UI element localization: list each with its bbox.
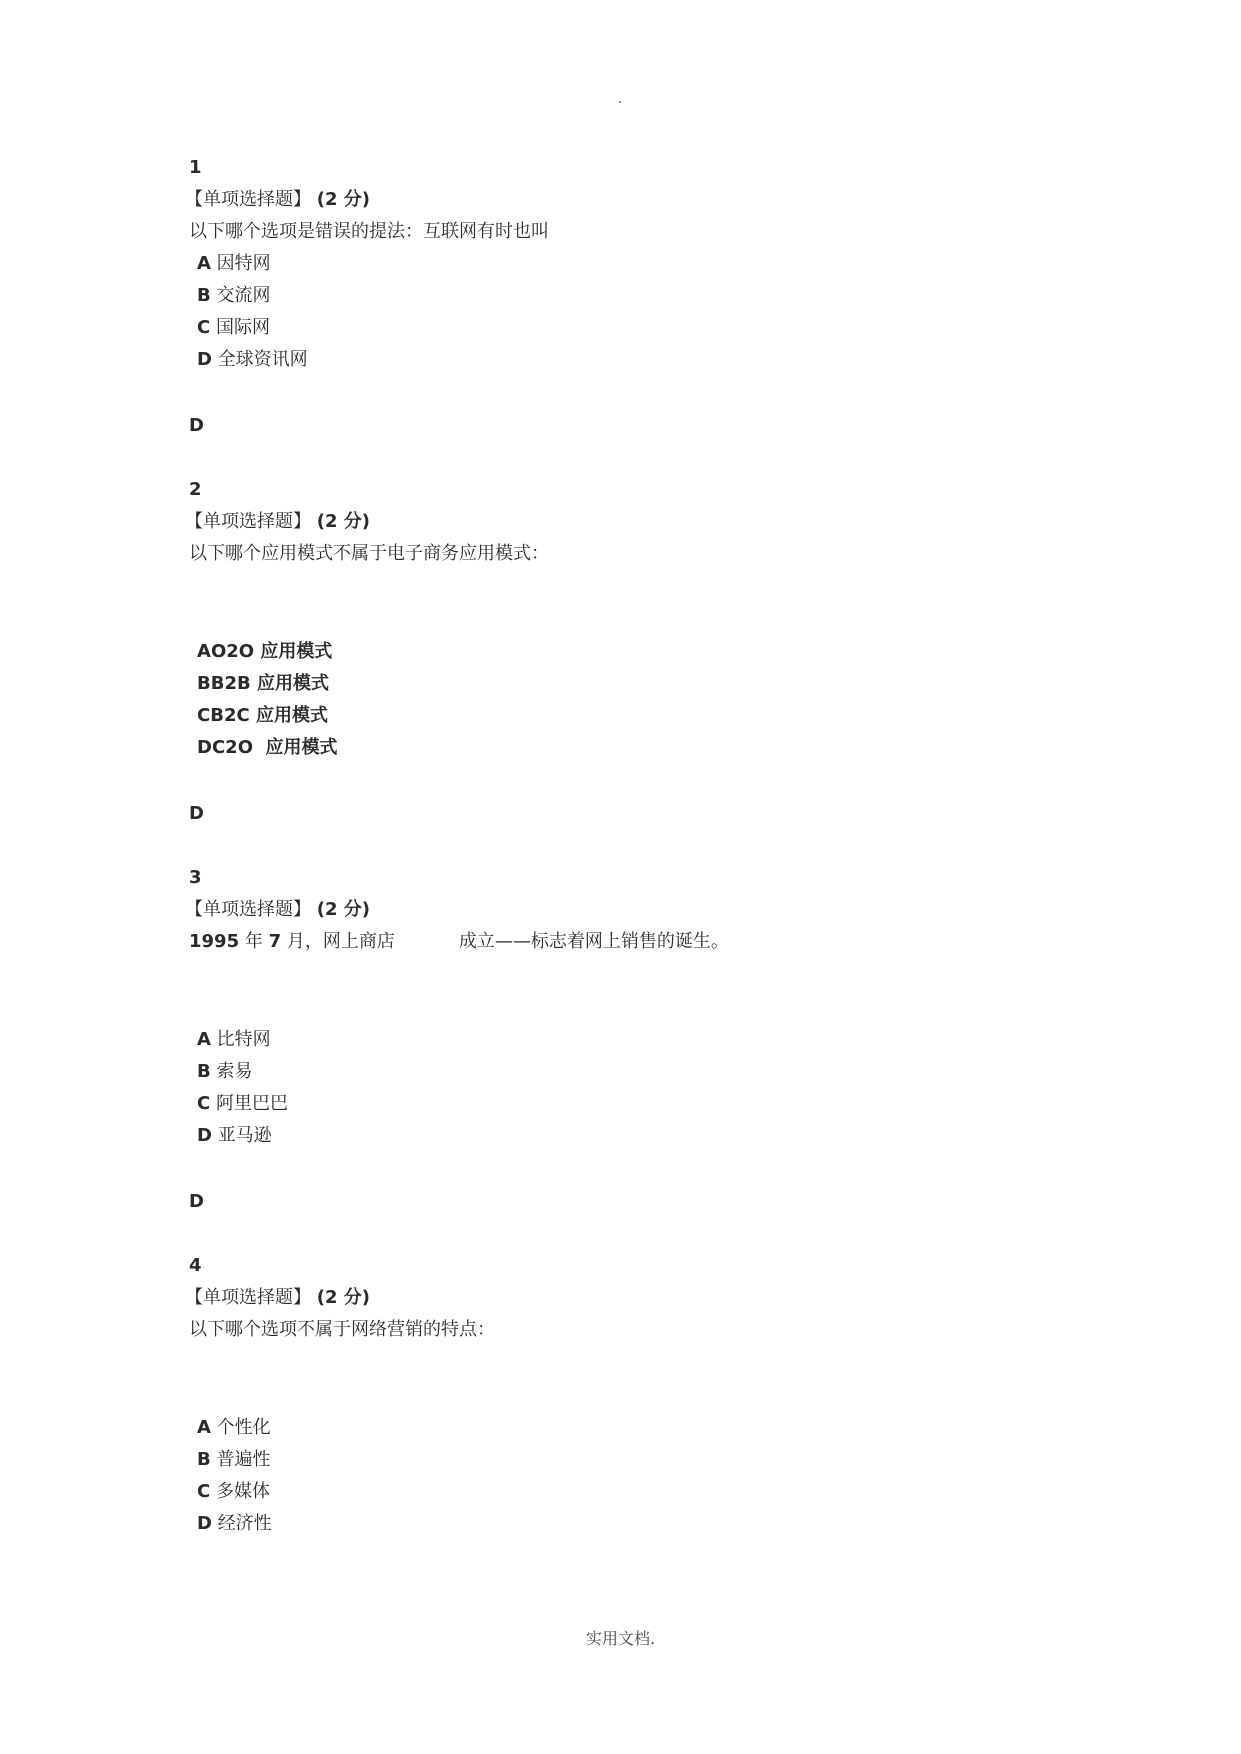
option-text: 多媒体 <box>215 1481 270 1502</box>
option-letter: C <box>197 1481 211 1502</box>
option <box>197 1124 272 1148</box>
option-text: 经济性 <box>217 1513 272 1534</box>
type-label: 【单项选择题】 <box>185 1287 311 1308</box>
option-letter: C <box>197 317 211 338</box>
option-text: 因特网 <box>216 253 271 274</box>
header-dot <box>619 101 621 103</box>
option-text: C2O 应用模式 <box>211 737 338 758</box>
option-letter: B <box>197 673 211 694</box>
score-label: (2 分) <box>316 1287 370 1308</box>
answer: D <box>189 1191 204 1212</box>
option <box>197 1028 271 1052</box>
option <box>197 252 271 276</box>
question-type <box>185 510 370 534</box>
stem-year: 1995 <box>189 931 240 952</box>
option-text: O2O 应用模式 <box>210 641 333 662</box>
option-text: 普遍性 <box>216 1449 271 1470</box>
question-stem: 以下哪个选项不属于网络营销的特点： <box>189 1319 495 1340</box>
option <box>197 736 338 760</box>
score-label: (2 分) <box>316 899 370 920</box>
option-text: 个性化 <box>216 1417 271 1438</box>
question-stem: 以下哪个选项是错误的提法：互联网有时也叫 <box>189 221 549 242</box>
option-letter: A <box>197 641 211 662</box>
option-text: B2C 应用模式 <box>210 705 328 726</box>
option-text: 交流网 <box>216 285 271 306</box>
answer: D <box>189 803 204 824</box>
type-label: 【单项选择题】 <box>185 511 311 532</box>
option-letter: B <box>197 1061 211 1082</box>
option <box>197 1060 252 1084</box>
option <box>197 284 270 308</box>
option-letter: C <box>197 1093 211 1114</box>
option-letter: B <box>197 1449 211 1470</box>
score-label: (2 分) <box>316 511 370 532</box>
option <box>197 672 329 696</box>
option-letter: D <box>197 349 212 370</box>
option-letter: C <box>197 705 211 726</box>
option-text: 亚马逊 <box>217 1125 272 1146</box>
score-label: (2 分) <box>316 189 370 210</box>
option <box>197 1448 270 1472</box>
stem-text: 成立——标志着网上销售的诞生。 <box>458 931 729 952</box>
stem-month: 7 <box>268 931 282 952</box>
option <box>197 1416 271 1440</box>
option-letter: A <box>197 1029 211 1050</box>
page-footer: 实用文档. <box>585 1629 656 1648</box>
type-label: 【单项选择题】 <box>185 189 311 210</box>
option-text: 索易 <box>216 1061 253 1082</box>
question-type <box>185 898 370 922</box>
option-letter: D <box>197 737 212 758</box>
question-number: 2 <box>189 479 202 500</box>
option-text: B2B 应用模式 <box>210 673 329 694</box>
option <box>197 348 308 372</box>
option <box>197 1512 272 1536</box>
question-type <box>185 188 370 212</box>
option <box>197 1480 270 1504</box>
question-stem: 以下哪个应用模式不属于电子商务应用模式： <box>189 543 549 564</box>
option-letter: D <box>197 1513 212 1534</box>
option <box>197 316 270 340</box>
option-text: 全球资讯网 <box>217 349 308 370</box>
question-number: 3 <box>189 867 202 888</box>
option <box>197 1092 288 1116</box>
option-letter: D <box>197 1125 212 1146</box>
option-letter: A <box>197 253 211 274</box>
question-stem <box>189 930 729 954</box>
option <box>197 640 332 664</box>
type-label: 【单项选择题】 <box>185 899 311 920</box>
option-text: 国际网 <box>215 317 270 338</box>
question-number: 4 <box>189 1255 202 1276</box>
option-letter: A <box>197 1417 211 1438</box>
question-type <box>185 1286 370 1310</box>
answer: D <box>189 415 204 436</box>
option-text: 比特网 <box>216 1029 271 1050</box>
stem-text: 年 <box>239 931 269 952</box>
stem-text: 月，网上商店 <box>281 931 395 952</box>
option <box>197 704 328 728</box>
question-number: 1 <box>189 157 202 178</box>
option-text: 阿里巴巴 <box>215 1093 288 1114</box>
option-letter: B <box>197 285 211 306</box>
